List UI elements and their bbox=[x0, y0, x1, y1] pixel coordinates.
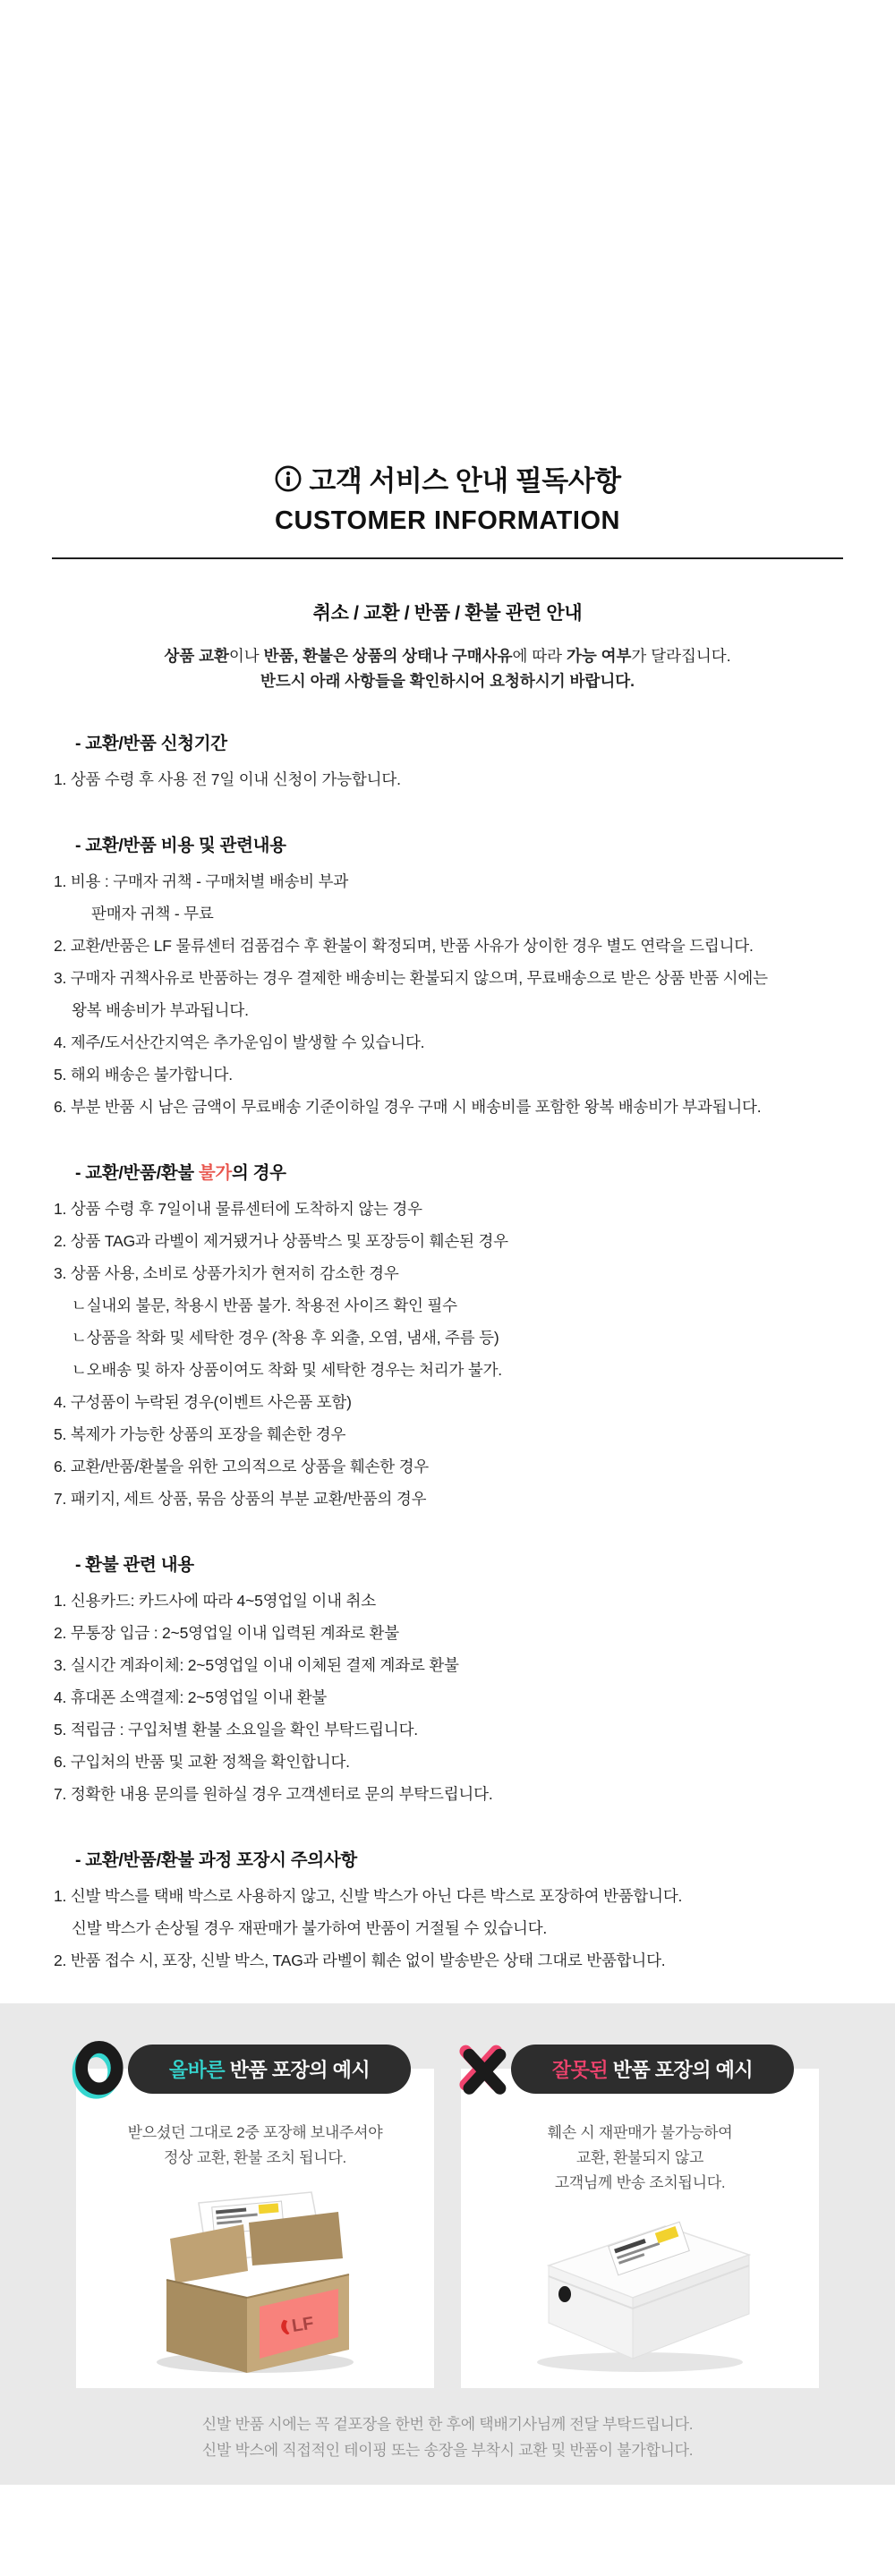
section-heading bbox=[54, 1846, 841, 1871]
intro-text-segment: 상품 교환 bbox=[164, 647, 229, 665]
packaging-card-line: 고객님께 반송 조치됩니다. bbox=[554, 2174, 726, 2191]
shoe-return-note-line: 신발 반품 시에는 꼭 겉포장을 한번 한 후에 택배기사님께 전달 부탁드립니다. bbox=[201, 2416, 694, 2433]
correct-packaging-header bbox=[71, 2036, 434, 2102]
policy-line: 3. 실시간 계좌이체: 2~5영업일 이내 이체된 결제 계좌로 환불 bbox=[54, 1656, 459, 1674]
intro-text-segment: 이나 bbox=[228, 647, 264, 665]
policy-line: 5. 적립금 : 구입처별 환불 소요일을 확인 부탁드립니다. bbox=[54, 1721, 418, 1739]
section-heading-text: 의 경우 bbox=[231, 1163, 286, 1183]
policy-line: 1. 신용카드: 카드사에 따라 4~5영업일 이내 취소 bbox=[54, 1592, 376, 1610]
policy-line: 3. 상품 사용, 소비로 상품가치가 현저히 감소한 경우 bbox=[54, 1264, 399, 1282]
info-circle-icon bbox=[274, 464, 303, 493]
section-heading-red-text: 불가 bbox=[198, 1163, 232, 1183]
packaging-card-line: 훼손 시 재판매가 불가능하여 bbox=[547, 2124, 733, 2141]
packaging-card-line: 교환, 환불되지 않고 bbox=[575, 2149, 704, 2166]
policy-sections bbox=[0, 729, 895, 1977]
section-heading bbox=[54, 1159, 841, 1184]
shoe-return-note-line: 신발 박스에 직접적인 테이핑 또는 송장을 부착시 교환 및 반품이 불가합니다. bbox=[201, 2442, 694, 2459]
intro-text-segment: 가능 여부 bbox=[566, 647, 632, 665]
policy-line: 7. 정확한 내용 문의를 원하실 경우 고객센터로 문의 부탁드립니다. bbox=[54, 1785, 493, 1803]
section-heading-text: - 교환/반품/환불 과정 포장시 주의사항 bbox=[75, 1850, 357, 1870]
policy-line: 5. 해외 배송은 불가합니다. bbox=[54, 1066, 233, 1084]
packaging-example-band bbox=[0, 2003, 895, 2485]
wrong-packaging-card bbox=[461, 2069, 819, 2388]
wrong-packaging-header bbox=[456, 2036, 819, 2102]
section-heading-text: - 교환/반품/환불 bbox=[75, 1163, 199, 1183]
correct-packaging-text bbox=[89, 2121, 422, 2171]
policy-line: 2. 반품 접수 시, 포장, 신발 박스, TAG과 라벨이 훼손 없이 발송받은 상태 그대로 반품합니다. bbox=[54, 1951, 666, 1969]
section-heading-text: - 교환/반품 비용 및 관련내용 bbox=[75, 836, 286, 855]
header-divider bbox=[52, 557, 843, 559]
policy-line: 1. 신발 박스를 택배 박스로 사용하지 않고, 신발 박스가 아닌 다른 박스로 포장하여 반품합니다. bbox=[54, 1887, 683, 1905]
wrong-packaging-panel bbox=[461, 2036, 819, 2388]
section-heading-text: - 환불 관련 내용 bbox=[75, 1555, 194, 1575]
policy-line: ㄴ오배송 및 하자 상품이여도 착화 및 세탁한 경우는 처리가 불가. bbox=[72, 1361, 502, 1379]
policy-line: 6. 교환/반품/환불을 위한 고의적으로 상품을 훼손한 경우 bbox=[54, 1458, 429, 1475]
policy-line: 4. 제주/도서산간지역은 추가운임이 발생할 수 있습니다. bbox=[54, 1033, 425, 1051]
packaging-columns bbox=[76, 2036, 819, 2388]
section-heading bbox=[54, 831, 841, 856]
policy-line: 2. 무통장 입금 : 2~5영업일 이내 입력된 계좌로 환불 bbox=[54, 1624, 399, 1642]
page-title-english: CUSTOMER INFORMATION bbox=[275, 506, 620, 535]
section-heading-text: - 교환/반품 신청기간 bbox=[75, 734, 227, 753]
policy-line: 6. 구입처의 반품 및 교환 정책을 확인합니다. bbox=[54, 1753, 350, 1771]
notice-intro bbox=[0, 643, 895, 693]
notice-intro-line bbox=[0, 668, 895, 693]
policy-line: 신발 박스가 손상될 경우 재판매가 불가하여 반품이 거절될 수 있습니다. bbox=[72, 1919, 548, 1937]
policy-line: 5. 복제가 가능한 상품의 포장을 훼손한 경우 bbox=[54, 1425, 346, 1443]
wrong-packaging-pill bbox=[511, 2045, 794, 2094]
policy-line: 1. 상품 수령 후 사용 전 7일 이내 신청이 가능합니다. bbox=[54, 770, 401, 788]
policy-line: 4. 구성품이 누락된 경우(이벤트 사은품 포함) bbox=[54, 1393, 352, 1411]
section-heading bbox=[54, 1551, 841, 1576]
shoe-return-note bbox=[76, 2411, 819, 2463]
wrong-packaging-rest-label: 반품 포장의 예시 bbox=[608, 2058, 754, 2081]
lf-box-label: LF bbox=[290, 2313, 316, 2337]
policy-line: ㄴ실내외 불문, 착용시 반품 불가. 착용전 사이즈 확인 필수 bbox=[72, 1297, 457, 1314]
notice-intro-line bbox=[0, 643, 895, 668]
wrong-packaging-text bbox=[473, 2121, 806, 2196]
x-mark-icon bbox=[456, 2039, 509, 2098]
intro-text-segment: 에 따라 bbox=[512, 647, 567, 665]
o-circle-icon bbox=[71, 2038, 126, 2099]
correct-packaging-panel bbox=[76, 2036, 434, 2388]
policy-line: 3. 구매자 귀책사유로 반품하는 경우 결제한 배송비는 환불되지 않으며, 무료배송으로 받은 상품 반품 시에는 bbox=[54, 969, 768, 987]
policy-line: 7. 패키지, 세트 상품, 묶음 상품의 부분 교환/반품의 경우 bbox=[54, 1490, 427, 1508]
policy-line: ㄴ상품을 착화 및 세탁한 경우 (착용 후 외출, 오염, 냄새, 주름 등) bbox=[72, 1329, 499, 1347]
page-header bbox=[0, 458, 895, 536]
wrong-packaging-shoebox-image bbox=[473, 2208, 806, 2381]
packaging-card-line: 정상 교환, 환불 조치 됩니다. bbox=[164, 2149, 346, 2166]
correct-packaging-pill bbox=[128, 2045, 411, 2094]
correct-packaging-card bbox=[76, 2069, 434, 2388]
wrong-packaging-accent-label: 잘못된 bbox=[551, 2058, 609, 2081]
policy-line: 1. 비용 : 구매자 귀책 - 구매처별 배송비 부과 bbox=[54, 872, 349, 890]
notice-heading: 취소 / 교환 / 반품 / 환불 관련 안내 bbox=[312, 603, 583, 624]
policy-line: 2. 상품 TAG과 라벨이 제거됐거나 상품박스 및 포장등이 훼손된 경우 bbox=[54, 1232, 508, 1250]
correct-packaging-box-image bbox=[89, 2183, 422, 2381]
policy-line: 4. 휴대폰 소액결제: 2~5영업일 이내 환불 bbox=[54, 1688, 328, 1706]
correct-packaging-accent-label: 올바른 bbox=[168, 2058, 226, 2081]
intro-text-segment: 가 달라집니다. bbox=[631, 647, 731, 665]
policy-line: 2. 교환/반품은 LF 물류센터 검품검수 후 환불이 확정되며, 반품 사유가 상이한 경우 별도 연락을 드립니다. bbox=[54, 937, 754, 955]
page-title-korean: 고객 서비스 안내 필독사항 bbox=[309, 465, 621, 497]
page-title bbox=[0, 458, 895, 498]
intro-text-segment: 반드시 아래 사항들을 확인하시어 요청하시기 바랍니다. bbox=[260, 672, 635, 690]
policy-line: 6. 부분 반품 시 남은 금액이 무료배송 기준이하일 경우 구매 시 배송비를 포함한 왕복 배송비가 부과됩니다. bbox=[54, 1098, 762, 1116]
section-heading bbox=[54, 729, 841, 754]
packaging-card-line: 받으셨던 그대로 2중 포장해 보내주셔야 bbox=[127, 2124, 383, 2141]
intro-text-segment: 반품, 환불은 상품의 상태나 구매사유 bbox=[263, 647, 513, 665]
correct-packaging-rest-label: 반품 포장의 예시 bbox=[225, 2058, 371, 2081]
policy-line: 왕복 배송비가 부과됩니다. bbox=[72, 1001, 249, 1019]
policy-line: 판매자 귀책 - 무료 bbox=[91, 905, 214, 922]
policy-line: 1. 상품 수령 후 7일이내 물류센터에 도착하지 않는 경우 bbox=[54, 1200, 422, 1218]
